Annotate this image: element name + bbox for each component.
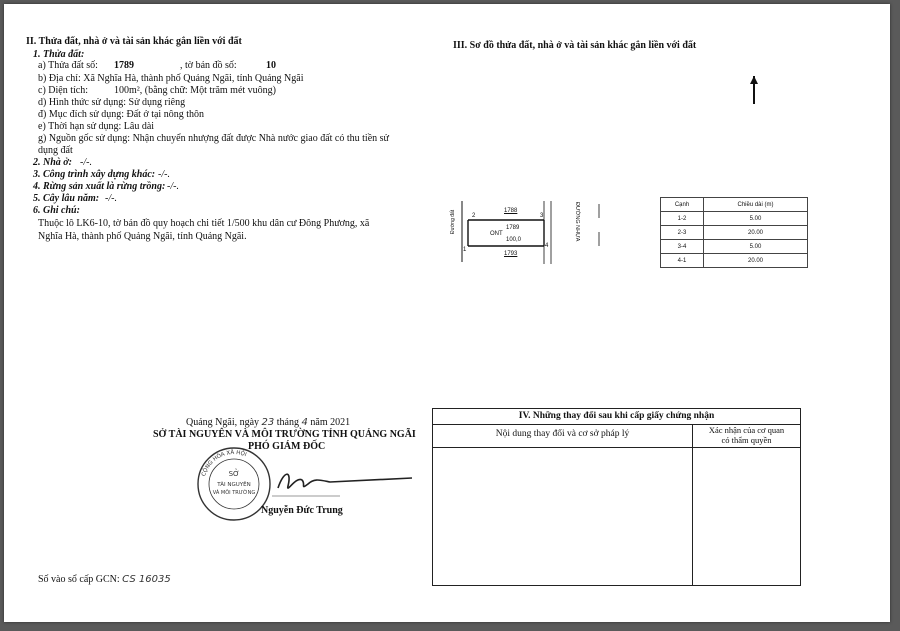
house-heading: 2. Nhà ở: [33, 157, 72, 168]
table-cell: 20.00 [704, 254, 808, 268]
map-sheet-number: 10 [266, 60, 276, 71]
table-row [661, 212, 808, 226]
own-parcel-number: 1789 [506, 225, 520, 231]
usage-origin: g) Nguồn gốc sử dụng: Nhận chuyển nhượng đất được Nhà nước giao đất có thu tiền sử dụng đất [38, 133, 389, 156]
svg-text:CỘNG HÒA XÃ HỘI: CỘNG HÒA XÃ HỘI [201, 449, 248, 478]
signature-stroke [278, 474, 412, 488]
table-header: Cạnh [661, 198, 704, 212]
usage-term: e) Thời hạn sử dụng: Lâu dài [38, 121, 155, 132]
table-row [661, 226, 808, 240]
north-neighbor-parcel: 1788 [504, 208, 518, 214]
south-neighbor-parcel: 1793 [504, 251, 518, 257]
changes-header-row [433, 425, 800, 448]
table-cell: 5.00 [704, 240, 808, 254]
house-value: -/-. [80, 157, 92, 168]
changes-content-header: Nội dung thay đổi và cơ sở pháp lý [495, 429, 630, 439]
address-line: b) Địa chỉ: Xã Nghĩa Hà, thành phố Quảng Ngãi, tỉnh Quảng Ngãi [38, 73, 304, 84]
table-cell: 3-4 [661, 240, 704, 254]
parcel-number-label: a) Thửa đất số: [38, 60, 98, 71]
signer-name: Nguyễn Đức Trung [261, 505, 343, 516]
table-row [661, 254, 808, 268]
corner-1: 1 [463, 247, 467, 253]
changes-box [432, 408, 801, 586]
notes-heading: 6. Ghi chú: [33, 205, 80, 216]
issuing-authority: SỞ TÀI NGUYÊN VÀ MÔI TRƯỜNG TỈNH QUẢNG NGÃI [153, 429, 416, 440]
table-cell: 1-2 [661, 212, 704, 226]
area-label: c) Diện tích: [38, 85, 88, 96]
certificate-page [4, 4, 890, 622]
changes-title: IV. Những thay đổi sau khi cấp giấy chứng nhận [433, 409, 800, 425]
signer-position: PHÓ GIÁM ĐỐC [248, 441, 326, 452]
place-date: Quảng Ngãi, ngày 23 tháng 4 năm 2021 [186, 417, 351, 428]
section-2-title: II. Thửa đất, nhà ở và tài sản khác gắn liền với đất [26, 36, 242, 47]
forest-heading: 4. Rừng sản xuất là rừng trồng: [33, 181, 166, 192]
perennial-heading: 5. Cây lâu năm: [33, 193, 100, 204]
column-divider [692, 425, 693, 585]
parcel-heading: 1. Thửa đất: [33, 49, 85, 60]
svg-text:VÀ MÔI TRƯỜNG: VÀ MÔI TRƯỜNG [212, 490, 256, 496]
table-row [661, 240, 808, 254]
parcel-area: 100,0 [506, 237, 522, 243]
corner-4: 4 [545, 243, 549, 249]
table-header-row [661, 198, 808, 212]
official-seal [198, 448, 270, 520]
corner-2: 2 [472, 213, 476, 219]
table-cell: 2-3 [661, 226, 704, 240]
map-sheet-label: , tờ bản đồ số: [180, 60, 237, 71]
parcel-sketch [448, 196, 608, 268]
land-use-code: ONT [490, 231, 503, 237]
table-cell: 4-1 [661, 254, 704, 268]
table-cell: 20.00 [704, 226, 808, 240]
usage-form: d) Hình thức sử dụng: Sử dụng riêng [38, 97, 186, 108]
table-cell: 5.00 [704, 212, 808, 226]
svg-text:SỞ: SỞ [228, 470, 240, 478]
other-works-heading: 3. Công trình xây dựng khác: [33, 169, 156, 180]
corner-3: 3 [540, 213, 544, 219]
changes-confirmation-header: Xác nhận của cơ quan có thẩm quyền [708, 425, 785, 445]
other-works-value: -/-. [158, 169, 170, 180]
usage-purpose: đ) Mục đích sử dụng: Đất ở tại nông thôn [38, 109, 204, 120]
left-road-label: Đường đất [450, 209, 456, 234]
road-label: ĐƯỜNG NHỰA [574, 202, 580, 242]
area-value: 100m², (bằng chữ: Một trăm mét vuông) [114, 85, 277, 96]
forest-value: -/-. [167, 181, 179, 192]
perennial-value: -/-. [105, 193, 117, 204]
register-number: Số vào sổ cấp GCN: CS 16035 [38, 574, 171, 585]
table-header: Chiều dài (m) [704, 198, 808, 212]
section-3-title: III. Sơ đồ thửa đất, nhà ở và tài sản khác gắn liền với đất [453, 40, 697, 51]
edge-length-table [660, 197, 808, 268]
svg-text:TÀI NGUYÊN: TÀI NGUYÊN [217, 482, 251, 488]
notes-text: Thuộc lô LK6-10, tờ bản đồ quy hoạch chi tiết 1/500 khu dân cư Đông Phương, xã Nghĩa Hà, thành phố Quảng Ngãi, tỉnh Quảng Ngãi. [38, 218, 370, 242]
parcel-number: 1789 [114, 60, 134, 71]
